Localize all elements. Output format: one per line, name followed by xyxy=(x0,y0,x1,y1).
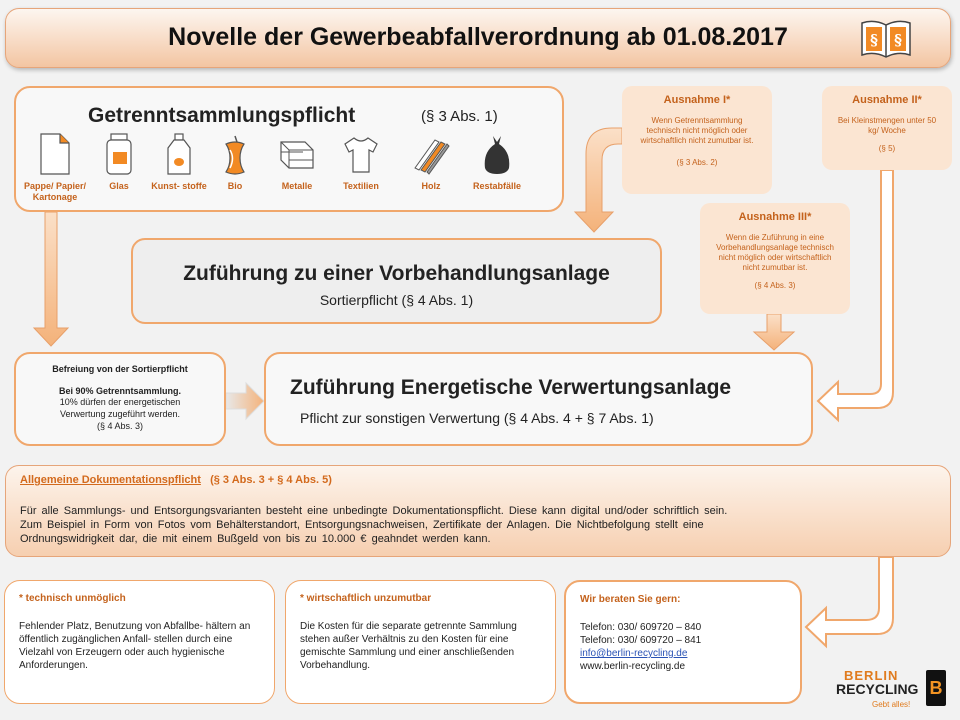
vorbehandlung-title: Zuführung zu einer Vorbehandlungsanlage xyxy=(183,262,610,285)
category-label: Pappe/ Papier/ Kartonage xyxy=(23,181,87,202)
category-bio xyxy=(200,132,270,192)
title-bar xyxy=(5,8,951,68)
energetische-verwertung-subtitle: Pflicht zur sonstigen Verwertung (§ 4 Abs. 4 + § 7 Abs. 1) xyxy=(300,410,654,426)
category-metal xyxy=(262,132,332,192)
wood-planks-icon xyxy=(411,132,451,176)
arrow-doku-to-contact xyxy=(806,557,893,646)
contact-email-link[interactable]: info@berlin-recycling.de xyxy=(580,648,688,659)
vorbehandlung-box xyxy=(131,238,662,324)
ausnahme-1-body: Wenn Getrenntsammlung technisch nicht möglich oder wirtschaftlich nicht zumutbar ist. xyxy=(640,116,754,145)
plastic-bottle-icon xyxy=(162,132,196,176)
ausnahme-1-title: Ausnahme I* xyxy=(663,94,731,106)
category-label: Restabfälle xyxy=(472,181,522,191)
energetische-verwertung-title: Zuführung Energetische Verwertungsanlage xyxy=(290,376,732,399)
befreiung-body: 10% dürfen der energetischen Verwertung zugeführt werden. xyxy=(59,397,181,419)
logo-line-2: RECYCLING xyxy=(836,681,919,697)
ausnahme-3-title: Ausnahme III* xyxy=(738,211,812,223)
category-rest xyxy=(462,132,532,192)
befreiung-box xyxy=(14,352,226,446)
contact-phone-2: Telefon: 030/ 609720 – 841 xyxy=(580,635,702,646)
category-label: Holz xyxy=(421,181,441,191)
getrenntsammlung-title: Getrenntsammlungspflicht xyxy=(88,104,356,127)
category-label: Textilien xyxy=(343,181,379,191)
category-label: Metalle xyxy=(281,181,313,191)
contact-website: www.berlin-recycling.de xyxy=(580,661,686,672)
paper-icon xyxy=(38,132,72,176)
ausnahme-2-box xyxy=(822,86,952,170)
befreiung-ref: (§ 4 Abs. 3) xyxy=(96,421,144,431)
footnote-technisch-heading: * technisch unmöglich xyxy=(19,593,126,604)
footnote-technisch-box xyxy=(4,580,275,704)
getrenntsammlung-box xyxy=(14,86,564,212)
ausnahme-3-ref: (§ 4 Abs. 3) xyxy=(754,281,796,290)
ausnahme-2-title: Ausnahme II* xyxy=(852,94,922,106)
glass-jar-icon xyxy=(102,132,136,176)
befreiung-condition: Bei 90% Getrenntsammlung. xyxy=(58,386,182,396)
contact-phone-1: Telefon: 030/ 609720 – 840 xyxy=(580,622,702,633)
category-label: Glas xyxy=(109,181,129,191)
contact-heading: Wir beraten Sie gern: xyxy=(580,594,681,605)
svg-text:§: § xyxy=(894,31,902,49)
logo-mark: B xyxy=(926,670,946,706)
energetische-verwertung-box xyxy=(264,352,813,446)
arrow-getrennt-to-befreiung xyxy=(34,212,68,346)
getrenntsammlung-ref: (§ 3 Abs. 1) xyxy=(421,108,498,125)
shirt-icon xyxy=(341,132,381,176)
metal-beam-icon xyxy=(277,132,317,176)
dokumentationspflicht-line-2: Zum Beispiel in Form von Fotos vom Behälterstandort, Entsorgungsnachweisen, Zertifikate der Anlagen. Die Nichtbefolgung stellt eine xyxy=(20,519,704,531)
dokumentationspflicht-ref: (§ 3 Abs. 3 + § 4 Abs. 5) xyxy=(210,474,332,486)
dokumentationspflicht-line-3: Ordnungswidrigkeit dar, die mit einem Bußgeld von bis zu 10.000 € geahndet werden kann. xyxy=(20,533,491,545)
footnote-technisch-body: Fehlender Platz, Benutzung von Abfallbe- hältern an öffentlich zugänglichen Anfall- stellen durch eine Vielzahl von Erzeugern oder auch hygienische Anforderungen. xyxy=(19,621,251,671)
footnote-wirtschaftlich-body: Die Kosten für die separate getrennte Sammlung stehen außer Verhältnis zu den Kosten für eine gemischte Sammlung und einer anschließenden Vorbehandlung. xyxy=(300,621,517,671)
dokumentationspflicht-box xyxy=(5,465,951,557)
ausnahme-2-body: Bei Kleinstmengen unter 50 kg/ Woche xyxy=(837,116,937,135)
arrow-befreiung-to-energetisch xyxy=(226,383,264,419)
ausnahme-1-ref: (§ 3 Abs. 2) xyxy=(676,158,718,167)
dokumentationspflicht-line-1: Für alle Sammlungs- und Entsorgungsvarianten besteht eine unbedingte Dokumentationspflicht. Diese kann digital und/oder schriftlich sein. xyxy=(20,505,728,517)
logo-tagline: Gebt alles! xyxy=(872,700,911,709)
category-label: Bio xyxy=(227,181,243,191)
category-label: Kunst- stoffe xyxy=(151,181,207,191)
apple-core-icon xyxy=(218,132,252,176)
ausnahme-2-ref: (§ 5) xyxy=(878,144,896,153)
svg-text:§: § xyxy=(870,31,878,49)
ausnahme-1-box xyxy=(622,86,772,194)
berlin-recycling-logo xyxy=(836,668,948,712)
category-wood xyxy=(396,132,466,192)
category-textile xyxy=(326,132,396,192)
footnote-wirtschaftlich-heading: * wirtschaftlich unzumutbar xyxy=(300,593,432,604)
befreiung-title: Befreiung von der Sortierpflicht xyxy=(52,364,188,374)
dokumentationspflicht-heading: Allgemeine Dokumentationspflicht xyxy=(20,474,201,486)
contact-box xyxy=(564,580,802,704)
category-paper xyxy=(20,132,90,203)
vorbehandlung-subtitle: Sortierpflicht (§ 4 Abs. 1) xyxy=(319,292,474,308)
ausnahme-3-box xyxy=(700,203,850,314)
arrow-ausnahme1-to-vorbehandlung xyxy=(575,128,622,232)
page-title: Novelle der Gewerbeabfallverordnung ab 01.08.2017 xyxy=(168,23,788,51)
footnote-wirtschaftlich-box xyxy=(285,580,556,704)
arrow-ausnahme3-to-energetisch xyxy=(754,314,794,350)
law-book-icon xyxy=(860,19,912,59)
logo-line-1: BERLIN xyxy=(844,668,899,683)
ausnahme-3-body: Wenn die Zuführung in eine Vorbehandlungsanlage technisch nicht möglich oder wirtschaftlich nicht zumutbar ist. xyxy=(716,233,834,272)
trash-bag-icon xyxy=(477,132,517,176)
